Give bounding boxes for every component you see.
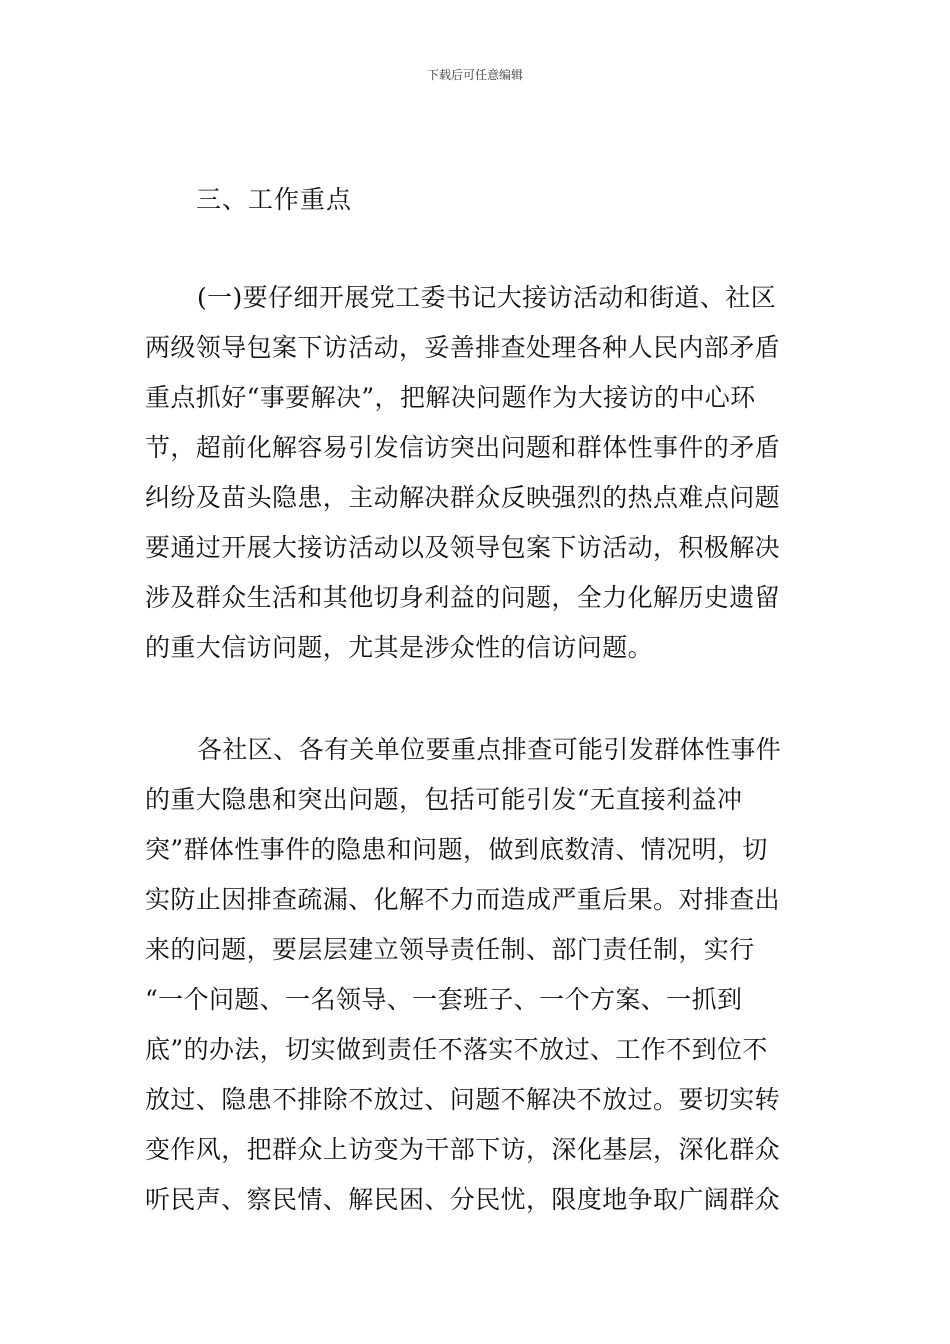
paragraph-line: 放过、隐患不排除不放过、问题不解决不放过。要切实转 bbox=[145, 1085, 781, 1114]
paragraph-line: 底”的办法，切实做到责任不落实不放过、工作不到位不 bbox=[145, 1035, 768, 1064]
paragraph-line: 听民声、察民情、解民困、分民忧，限度地争取广阔群众 bbox=[145, 1185, 781, 1214]
paragraph-1 bbox=[145, 273, 780, 673]
paragraph-2 bbox=[145, 725, 781, 1225]
paragraph-line: 实防止因排查疏漏、化解不力而造成严重后果。对排查出 bbox=[145, 885, 781, 914]
paragraph-line: “一个问题、一名领导、一套班子、一个方案、一抓到 bbox=[145, 985, 743, 1014]
paragraph-line: 变作风，把群众上访变为干部下访，深化基层，深化群众 bbox=[145, 1135, 781, 1164]
paragraph-line: 的重大隐患和突出问题，包括可能引发“无直接利益冲 bbox=[145, 785, 743, 814]
paragraph-line: 两级领导包案下访活动，妥善排查处理各种人民内部矛盾 bbox=[145, 333, 781, 362]
paragraph-line: 的重大信访问题，尤其是涉众性的信访问题。 bbox=[145, 633, 654, 662]
paragraph-line: (一)要仔细开展党工委书记大接访活动和街道、社区 bbox=[197, 283, 777, 312]
download-note: 下载后可任意编辑 bbox=[426, 68, 523, 82]
paragraph-line: 各社区、各有关单位要重点排查可能引发群体性事件 bbox=[197, 735, 782, 764]
paragraph-line: 涉及群众生活和其他切身利益的问题，全力化解历史遗留 bbox=[145, 583, 781, 612]
paragraph-line: 来的问题，要层层建立领导责任制、部门责任制，实行 bbox=[145, 935, 755, 964]
paragraph-line: 突”群体性事件的隐患和问题，做到底数清、情况明，切 bbox=[145, 835, 768, 864]
section-heading: 三、工作重点 bbox=[196, 185, 353, 214]
paragraph-line: 要通过开展大接访活动以及领导包案下访活动，积极解决 bbox=[145, 533, 781, 562]
paragraph-line: 纠纷及苗头隐患，主动解决群众反映强烈的热点难点问题 bbox=[145, 483, 781, 512]
paragraph-line: 重点抓好“事要解决”，把解决问题作为大接访的中心环 bbox=[145, 383, 756, 412]
paragraph-line: 节，超前化解容易引发信访突出问题和群体性事件的矛盾 bbox=[145, 433, 781, 462]
